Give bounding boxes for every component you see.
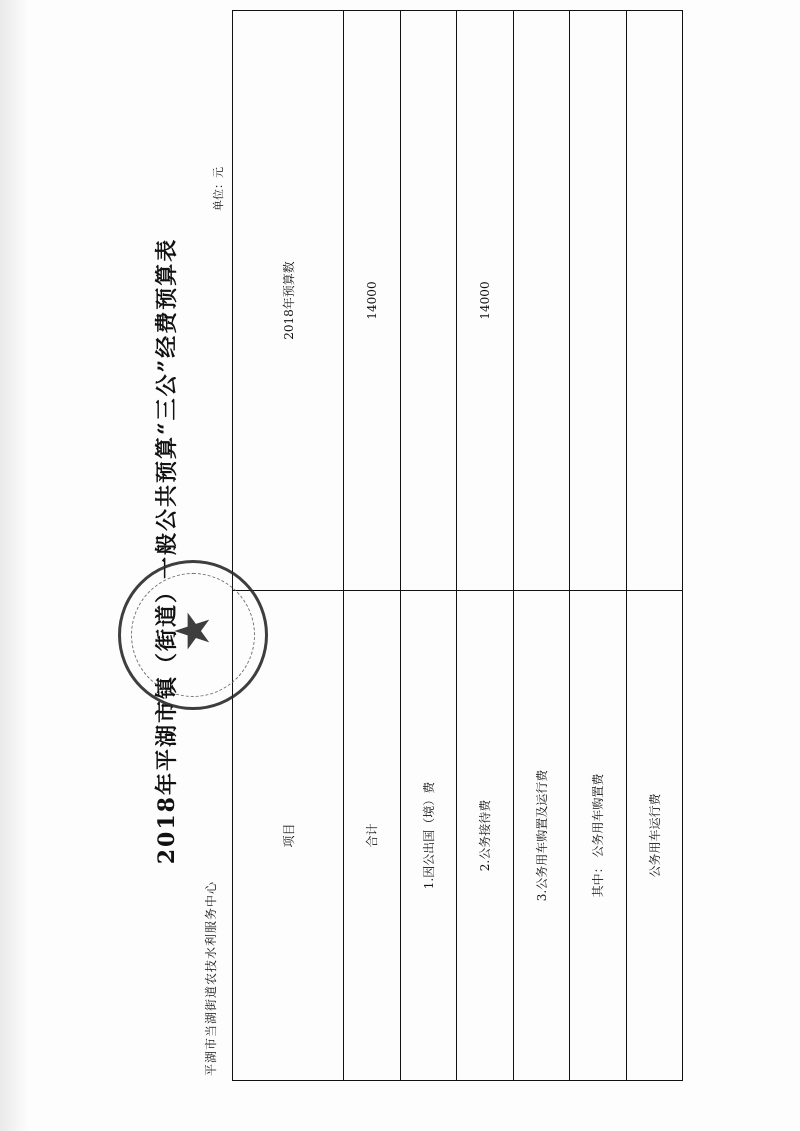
organization-name: 平湖市当湖街道农技水利服务中心	[204, 880, 218, 1076]
row-value	[513, 11, 570, 591]
rotated-document	[110, 6, 690, 1096]
table-row	[513, 11, 570, 1081]
unit-label: 单位：元	[212, 167, 225, 211]
table-row	[626, 11, 683, 1081]
table-row	[400, 11, 457, 1081]
official-seal	[118, 560, 268, 710]
header-item: 项目	[233, 591, 344, 1081]
star-icon: ★	[165, 609, 221, 653]
scan-edge	[0, 0, 28, 1131]
row-value	[400, 11, 457, 591]
table-header-row	[233, 11, 344, 1081]
table-row	[570, 11, 627, 1081]
row-item: 1.因公出国（境）费	[400, 591, 457, 1081]
row-item: 其中： 公务用车购置费	[570, 591, 627, 1081]
row-value: 14000	[344, 11, 401, 591]
row-item: 3.公务用车购置及运行费	[513, 591, 570, 1081]
table-row	[344, 11, 401, 1081]
document-title: 2018年平湖市镇（街道）一般公共预算“三公”经费预算表	[154, 237, 180, 865]
row-value	[626, 11, 683, 591]
table-row	[457, 11, 514, 1081]
row-value: 14000	[457, 11, 514, 591]
budget-table	[232, 10, 683, 1081]
header-budget: 2018年预算数	[233, 11, 344, 591]
row-value	[570, 11, 627, 591]
row-item: 合计	[344, 591, 401, 1081]
row-item: 2.公务接待费	[457, 591, 514, 1081]
row-item: 公务用车运行费	[626, 591, 683, 1081]
